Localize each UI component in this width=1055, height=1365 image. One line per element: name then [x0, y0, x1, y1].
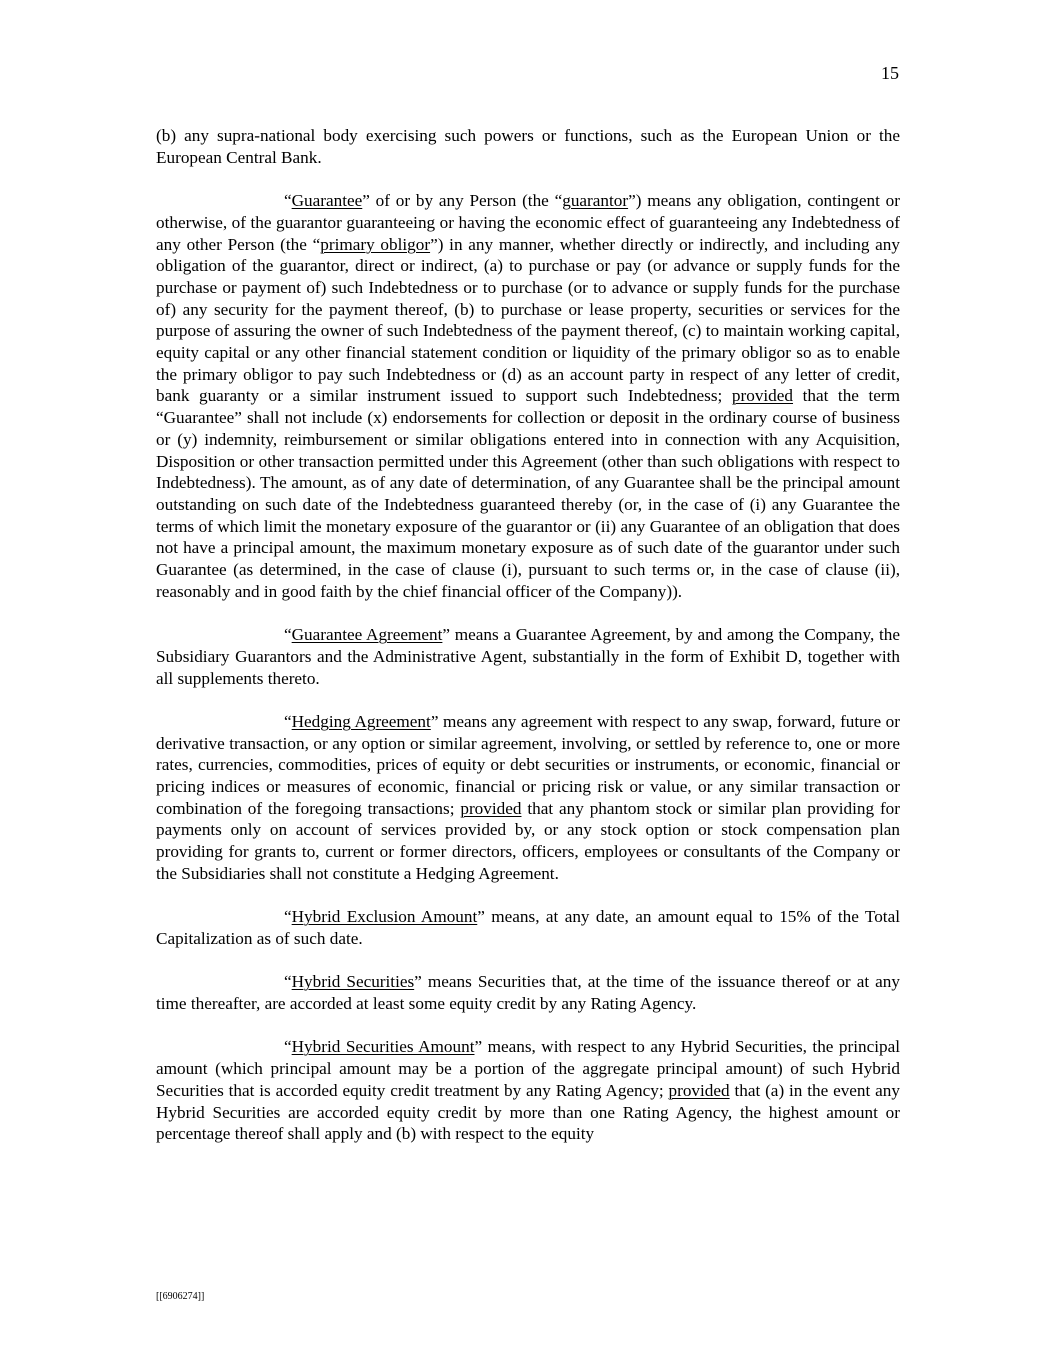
- proviso-term: provided: [731, 386, 794, 406]
- definition-hedging-agreement: “Hedging Agreement” means any agreement with respect to any swap, forward, future or derivative transaction, or any option or similar agreement, involving, or settled by reference to, one or more rates, currencies, commodities, prices of equity or debt securities or instruments, or economic, financial or pricing indices or measures of economic, financial or pricing risk or value, or any similar transaction or combination of the foregoing transactions; provided that any phantom stock or similar plan providing for payments only on account of services provided by, or any stock option or stock compensation plan providing for grants to, current or former directors, officers, employees or consultants of the Company or the Subsidiaries shall not constitute a Hedging Agreement.: [156, 711, 900, 883]
- paragraph-intro: (b) any supra-national body exercising such powers or functions, such as the European Union or the European Central Bank.: [156, 126, 900, 167]
- definition-hybrid-securities: “Hybrid Securities” means Securities that, at the time of the issuance thereof or at any time thereafter, are accorded at least some equity credit by any Rating Agency.: [156, 972, 900, 1014]
- definition-guarantee: “Guarantee” of or by any Person (the “guarantor”) means any obligation, contingent or otherwise, of the guarantor guaranteeing or having the economic effect of guaranteeing any Indebtedness of any other Person (the “primary obligor”) in any manner, whether directly or indirectly, and including any obligation of the guarantor, direct or indirect, (a) to purchase or pay (or advance or supply funds for the purchase or payment of) such Indebtedness or to purchase (or to advance or supply funds for the purchase of) any security for the payment thereof, (b) to purchase or lease property, securities or services for the purpose of assuring the owner of such Indebtedness of the payment thereof, (c) to maintain working capital, equity capital or any other financial statement condition or liquidity of the primary obligor so as to enable the primary obligor to pay such Indebtedness or (d) as an account party in respect of any letter of credit, bank guaranty or a similar instrument issued to support such Indebtedness; provided that the term “Guarantee” shall not include (x) endorsements for collection or deposit in the ordinary course of business or (y) indemnity, reimbursement or similar obligations entered into in connection with any Acquisition, Disposition or other transaction permitted under this Agreement (other than such obligations with respect to Indebtedness). The amount, as of any date of determination, of any Guarantee shall be the principal amount outstanding on such date of the Indebtedness guaranteed thereby (or, in the case of (i) any Guarantee the terms of which limit the monetary exposure of the guarantor or (ii) any Guarantee of an obligation that does not have a principal amount, the maximum monetary exposure as of such date of the guarantor under such Guarantee (as determined, in the case of clause (i), pursuant to such terms or, in the case of clause (ii), reasonably and in good faith by the chief financial officer of the Company)).: [156, 191, 900, 601]
- defined-term: Hybrid Exclusion Amount: [291, 907, 478, 927]
- defined-term: primary obligor: [320, 234, 431, 254]
- proviso-term: provided: [460, 798, 522, 818]
- defined-term: Hybrid Securities: [291, 972, 415, 992]
- definition-hybrid-securities-amount: “Hybrid Securities Amount” means, with respect to any Hybrid Securities, the principal amount (which principal amount may be a portion of the aggregate principal amount) of such Hybrid Securities that is accorded equity credit treatment by any Rating Agency; provided that (a) in the event any Hybrid Securities are accorded equity credit by more than one Rating Agency, the highest amount or percentage thereof shall apply and (b) with respect to the equity: [156, 1037, 900, 1144]
- footer-document-id: [[6906274]]: [156, 1291, 205, 1302]
- defined-term: guarantor: [562, 191, 629, 211]
- proviso-term: provided: [668, 1080, 730, 1100]
- definition-hybrid-exclusion-amount: “Hybrid Exclusion Amount” means, at any date, an amount equal to 15% of the Total Capitalization as of such date.: [156, 907, 900, 948]
- definition-guarantee-agreement: “Guarantee Agreement” means a Guarantee Agreement, by and among the Company, the Subsidiary Guarantors and the Administrative Agent, substantially in the form of Exhibit D, together with all supplements thereto.: [156, 625, 900, 688]
- defined-term: Guarantee Agreement: [291, 625, 443, 645]
- document-body: [156, 125, 900, 1145]
- defined-term: Hybrid Securities Amount: [291, 1037, 475, 1057]
- defined-term: Guarantee: [291, 191, 363, 211]
- page-number: 15: [881, 63, 899, 83]
- defined-term: Hedging Agreement: [291, 711, 431, 731]
